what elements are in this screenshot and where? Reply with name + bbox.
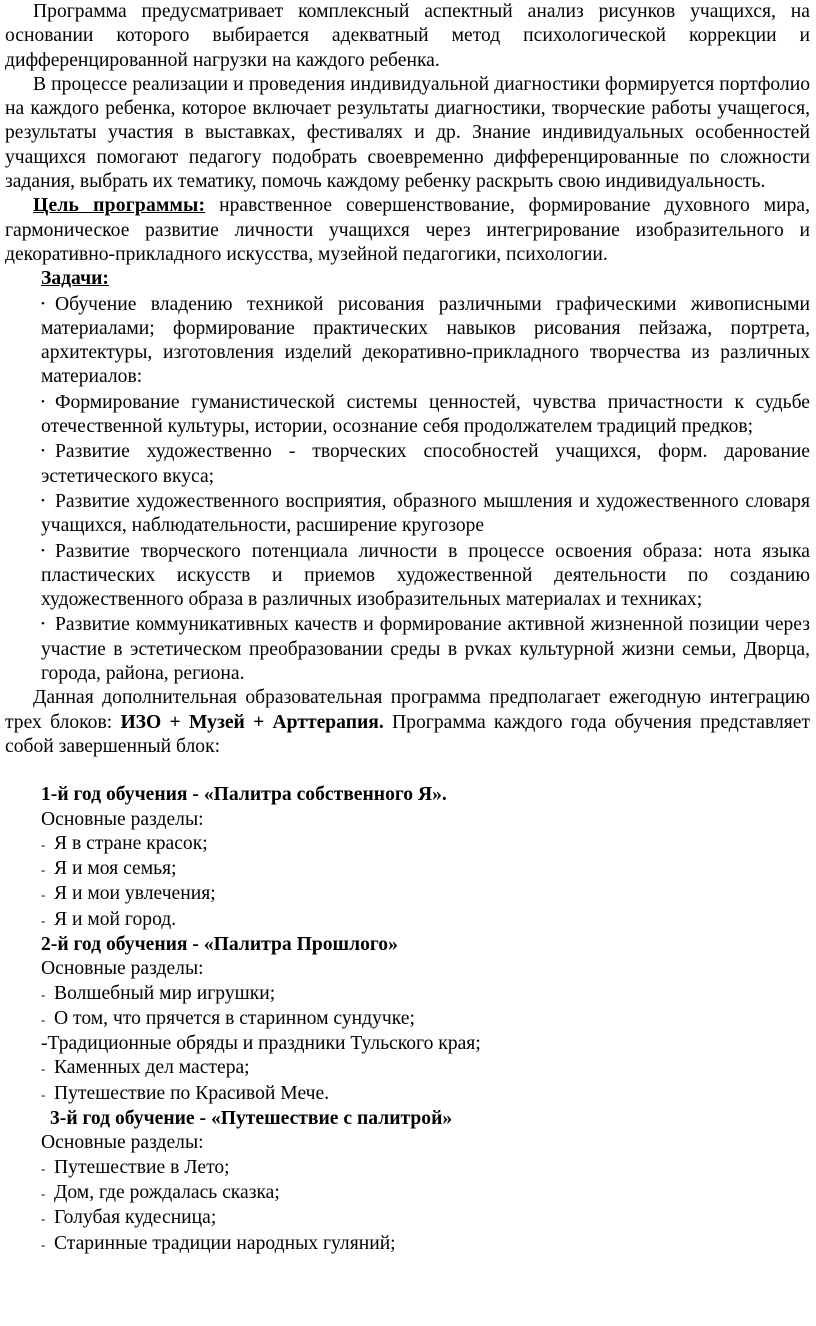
list-item: - Старинные традиции народных гуляний; [41, 1232, 810, 1257]
list-item: • Развитие коммуникативных качеств и формирование активной жизненной позиции через участие в эстетическом преобразовании среды в рvках культурной жизни семьи, Дворца, города, района, региона. [41, 614, 810, 685]
year-3-title: 3-й год обучение - «Путешествие с палитрой» [50, 1108, 453, 1130]
dash-icon: - [41, 1211, 46, 1227]
dash-icon: - [41, 912, 46, 928]
list-item: • Развитие художественно - творческих способностей учащихся, форм. дарование эстетического вкуса; [41, 441, 810, 487]
paragraph-integration: Данная дополнительная образовательная программа предполагает ежегодную интеграцию трех блоков: ИЗО + Музей + Арттерапия. Программа каждого года обучения представляет собой завершенный блок: [5, 687, 811, 757]
dash-icon: - [41, 836, 46, 852]
list-item: -Традиционные обряды и праздники Тульского края; [41, 1033, 481, 1055]
bullet-icon: • [41, 445, 45, 458]
year-2-title: 2-й год обучения - «Палитра Прошлого» [41, 933, 398, 955]
year-2-sections-label: Основные разделы: [41, 958, 204, 980]
list-item: - Каменных дел мастера; [41, 1056, 810, 1081]
list-item: • Формирование гуманистической системы ценностей, чувства причастности к судьбе отечественной культуры, истории, осознание себя продолжателем традиций предков; [41, 391, 810, 438]
dash-icon: - [41, 1185, 46, 1201]
dash-icon: - [41, 1160, 46, 1176]
list-item: - Я и мои увлечения; [41, 882, 810, 907]
list-item: - Я в стране красок; [41, 832, 810, 857]
year-2-sections [5, 982, 810, 1107]
bullet-icon: • [41, 544, 45, 557]
goal-text: нравственное совершенствование, формирование духовного мира, гармоническое развитие личности учащихся через интегрирование изобразительного и декоративно-прикладного искусства, музейной педагогики, психологии. [5, 195, 811, 265]
dash-icon: - [41, 1086, 46, 1102]
bullet-icon: • [41, 494, 45, 507]
dash-icon: - [41, 1061, 46, 1077]
spacer [5, 759, 810, 783]
list-item: - Путешествие по Красивой Мече. [41, 1082, 810, 1107]
dash-icon: - [41, 1011, 46, 1027]
list-item: • Обучение владению техникой рисования различными графическими живописными материалами; формирование практических навыков рисования пейзажа, портрета, архитектуры, изготовления изделий декоративно-прикладного творчества из различных материалов: [41, 293, 810, 388]
year-1-title: 1-й год обучения - «Палитра собственного Я». [41, 784, 447, 806]
list-item: - Я и мой город. [41, 908, 810, 933]
paragraph-goal [5, 194, 810, 267]
year-1-sections [5, 832, 810, 933]
list-item: - О том, что прячется в старинном сундучке; [41, 1007, 810, 1032]
list-item: - Волшебный мир игрушки; [41, 982, 810, 1007]
list-item: - Я и моя семья; [41, 857, 810, 882]
dash-icon: - [41, 986, 46, 1002]
list-item: - Дом, где рождалась сказка; [41, 1181, 810, 1206]
paragraph-analysis: Программа предусматривает комплексный аспектный анализ рисунков учащихся, на основании которого выбирается адекватный метод психологической коррекции и дифференцированной нагрузки на каждого ребенка. [5, 1, 810, 71]
bullet-icon: • [41, 395, 45, 408]
goal-label: Цель программы: [33, 195, 206, 217]
list-item: - Путешествие в Лето; [41, 1156, 810, 1181]
bullet-icon: • [41, 297, 45, 310]
paragraph-portfolio: В процессе реализации и проведения индивидуальной диагностики формируется портфолио на каждого ребенка, которое включает результаты диагностики, творческие работы учащегося, результаты участия в выставках, фестивалях и др. Знание индивидуальных особенностей учащихся помогают педагогу подобрать своевременно дифференцированные по сложности задания, выбрать их тематику, помочь каждому ребенку раскрыть свою индивидуальность. [5, 73, 810, 193]
list-item: • Развитие художественного восприятия, образного мышления и художественного словаря учащихся, наблюдательности, расширение кругозоре [41, 490, 810, 537]
integration-blocks: ИЗО + Музей + Арттерапия. [120, 711, 384, 733]
dash-icon: - [41, 862, 46, 878]
tasks-heading: Задачи: [41, 268, 109, 290]
year-1-sections-label: Основные разделы: [41, 808, 204, 830]
dash-icon: - [41, 1236, 46, 1252]
tasks-list [5, 292, 810, 687]
bullet-icon: • [41, 618, 45, 631]
list-item: - Голубая кудесница; [41, 1206, 810, 1231]
year-3-sections-label: Основные разделы: [41, 1132, 204, 1154]
dash-icon: - [41, 887, 46, 903]
year-3-sections [5, 1156, 810, 1257]
list-item: • Развитие творческого потенциала личности в процессе освоения образа: нота языка пластических искусств и приемов художественной деятельности по созданию художественного образа в различных изобразительных материалах и техниках; [41, 540, 810, 611]
